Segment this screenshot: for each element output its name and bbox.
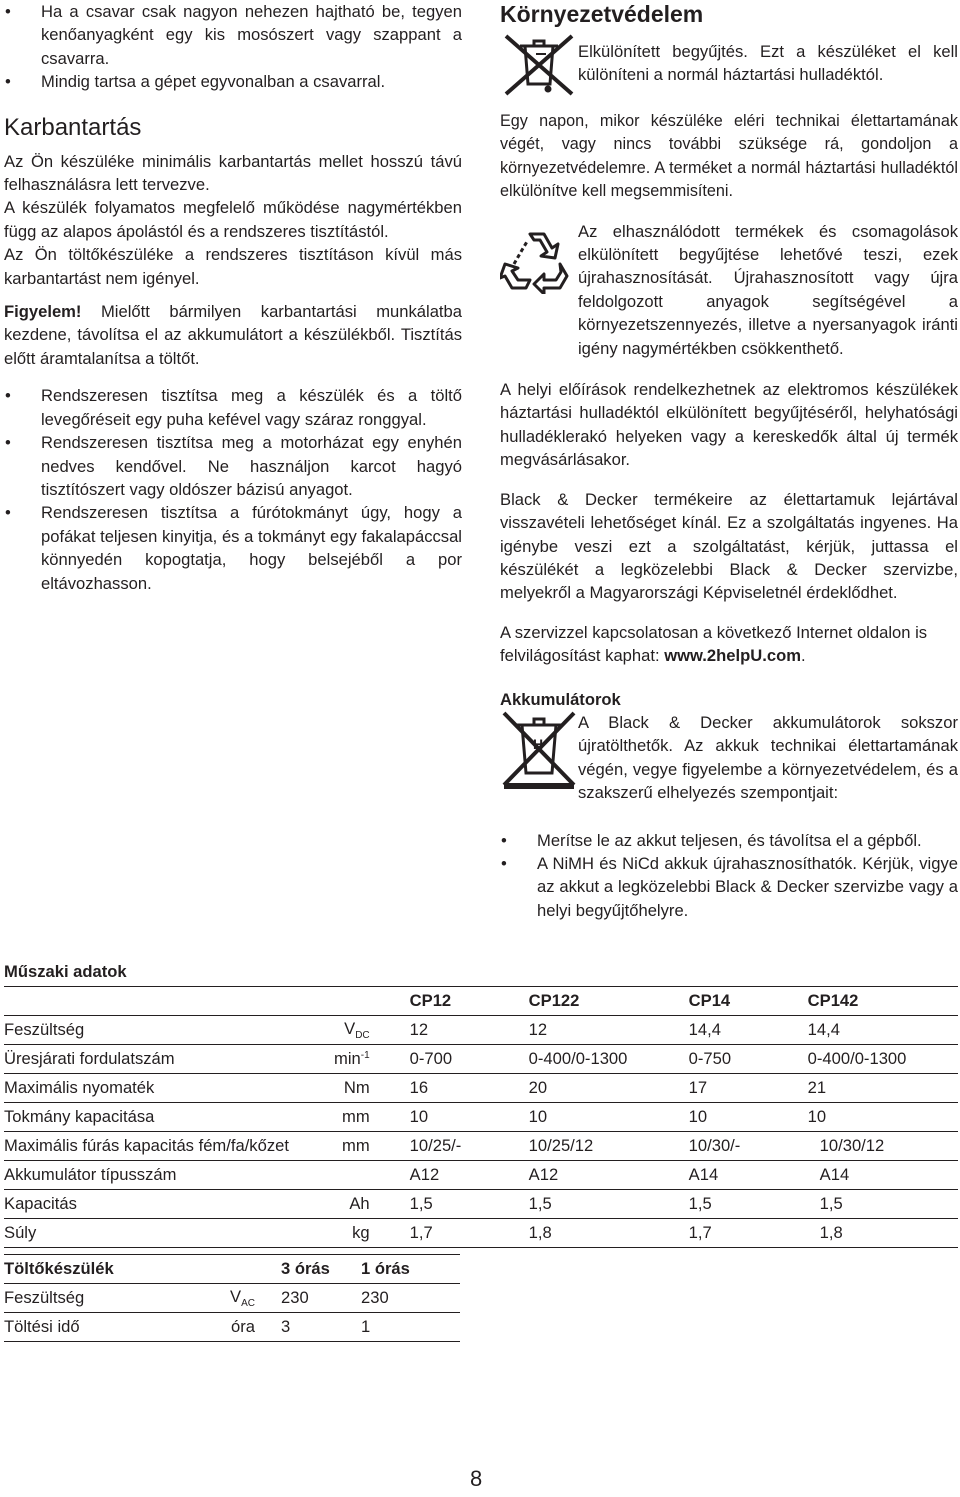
list-item: • Mindig tartsa a gépet egyvonalban a csavarral. [4, 70, 462, 93]
table-cell: 0-700 [410, 1045, 529, 1074]
row-unit [334, 1161, 410, 1190]
unit-subscript: AC [241, 1298, 255, 1309]
recycle-icon [500, 224, 576, 294]
table-cell: 21 [808, 1074, 958, 1103]
unit-text: Nm [343, 1078, 370, 1097]
table-cell: 14,4 [808, 1016, 958, 1045]
table-row [4, 1313, 460, 1342]
table-cell: 10 [689, 1103, 808, 1132]
table-row [4, 1219, 958, 1248]
unit-text: mm [342, 1107, 370, 1126]
row-unit [334, 1045, 410, 1074]
table-cell: 0-400/0-1300 [529, 1045, 689, 1074]
maintenance-bullet-list [4, 384, 462, 595]
table-cell: 1,5 [529, 1190, 689, 1219]
warning-label: Figyelem! [4, 302, 82, 322]
maintenance-heading: Karbantartás [4, 113, 142, 141]
table-cell: A12 [529, 1161, 689, 1190]
table-cell: 1 [361, 1313, 460, 1342]
row-unit [334, 1219, 410, 1248]
table-cell: 10/25/- [410, 1132, 529, 1161]
row-label: Akkumulátor típusszám [4, 1161, 334, 1190]
table-row [4, 1045, 958, 1074]
charger-table [4, 1254, 460, 1342]
row-unit [334, 1103, 410, 1132]
unit-text: kg [352, 1223, 370, 1242]
row-label: Kapacitás [4, 1190, 334, 1219]
table-row [4, 1161, 958, 1190]
row-label: Maximális nyomaték [4, 1074, 334, 1103]
env-paragraph-6 [500, 621, 958, 668]
table-cell: 230 [361, 1284, 460, 1313]
env-paragraph-6-text: A szervizzel kapcsolatosan a következő Internet oldalon is felvilágosítást kaphat: [500, 622, 928, 666]
table-cell: 1,7 [410, 1219, 529, 1248]
bin-letter: H [533, 735, 544, 752]
list-item: • Rendszeresen tisztítsa a fúrótokmányt úgy, hogy a pofákat teljesen kinyitja, és a tokmányt egy fakalapáccsal könnyedén kopogtatja, hogy belsejéből a por eltávozhasson. [4, 501, 462, 595]
table-cell: A14 [808, 1161, 958, 1190]
env-paragraph-5: Black & Decker termékeire az élettartamuk lejártával visszavételi lehetőséget kínál. Ez a szolgáltatás ingyenes. Ha igénybe veszi ezt a szolgáltatást, kérjük, juttassa el készülékét a legközelebbi Black & Decker szervizbe, melyekről a Magyarországi Képviseletnél érdeklődhet. [500, 489, 958, 603]
table-cell: 10/25/12 [529, 1132, 689, 1161]
table-row [4, 1074, 958, 1103]
table-row [4, 1190, 958, 1219]
table-row [4, 1132, 958, 1161]
env-paragraph-1: Elkülönített begyűjtés. Ezt a készüléket el kell különíteni a normál háztartási hulladéktól. [578, 42, 958, 85]
table-cell: 3 [281, 1313, 361, 1342]
page-number: 8 [470, 1466, 483, 1491]
unit-text: V [344, 1019, 356, 1038]
crossed-battery-bin-icon [500, 711, 578, 791]
row-label: Töltési idő [4, 1313, 230, 1342]
website-link[interactable]: www.2helpU.com [664, 646, 801, 666]
table-cell: 1,8 [808, 1219, 958, 1248]
table-cell: 20 [529, 1074, 689, 1103]
maintenance-paragraph-2: A készülék folyamatos megfelelő működése nagymértékben függ az alapos ápolástól és a rendszeres tisztítástól. [4, 198, 462, 241]
table-row [4, 1284, 460, 1313]
warning-text: Mielőtt bármilyen karbantartási munkálatba kezdene, távolítsa el az akkumulátort a készülékből. Tisztítás előtt áramtalanítsa a töltőt. [4, 302, 462, 368]
list-item: • Rendszeresen tisztítsa meg a készülék és a töltő levegőréseit egy puha kefével vagy száraz ronggyal. [4, 384, 462, 431]
table-cell: 1,5 [689, 1190, 808, 1219]
batteries-heading: Akkumulátorok [500, 689, 621, 709]
table-cell: 1,7 [689, 1219, 808, 1248]
charger-header-row [4, 1255, 460, 1284]
right-column [500, 0, 958, 922]
table-cell: 16 [410, 1074, 529, 1103]
column-header: 1 órás [361, 1255, 460, 1284]
unit-text: min [334, 1049, 361, 1068]
specs-header-row [4, 987, 958, 1016]
table-cell: 1,8 [529, 1219, 689, 1248]
table-cell: A12 [410, 1161, 529, 1190]
top-bullet-list [4, 0, 462, 94]
env-paragraph-6-end: . [800, 646, 806, 666]
column-header: CP12 [410, 987, 529, 1016]
maintenance-paragraph-3: Az Ön töltőkészüléke a rendszeres tisztításon kívül más karbantartást nem igényel. [4, 245, 462, 288]
table-cell: 10 [529, 1103, 689, 1132]
row-label: Tokmány kapacitása [4, 1103, 334, 1132]
row-unit [334, 1190, 410, 1219]
table-cell: 10 [410, 1103, 529, 1132]
env-paragraph-4: A helyi előírások rendelkezhetnek az elektromos készülékek háztartási hulladéktól elkülönített begyűjtéséről, helyhatósági hulladéklerakó helyeken vagy a kereskedők által új termék megvásárlásakor. [500, 380, 958, 470]
table-cell: 10/30/12 [808, 1132, 958, 1161]
unit-text: mm [342, 1136, 370, 1155]
table-cell: 0-750 [689, 1045, 808, 1074]
column-header: CP14 [689, 987, 808, 1016]
charger-title: Töltőkészülék [4, 1255, 230, 1284]
table-cell: 0-400/0-1300 [808, 1045, 958, 1074]
unit-text: Ah [349, 1194, 370, 1213]
specs-table [4, 986, 958, 1248]
list-item: • A NiMH és NiCd akkuk újrahasznosíthatók. Kérjük, vigye az akkut a legközelebbi Black & Decker szervizbe vagy a helyi begyűjtőhelyre. [500, 852, 958, 922]
table-row [4, 1016, 958, 1045]
env-paragraph-2: Egy napon, mikor készüléke eléri technikai élettartamának végét, vagy nincs további szüksége rá, gondoljon a környezetvédelemre. A terméket a normál háztartási hulladéktól elkülönítve kell megsemmisíteni. [500, 112, 958, 201]
table-cell: 10 [808, 1103, 958, 1132]
unit-text: óra [231, 1317, 255, 1336]
row-unit [230, 1313, 281, 1342]
unit-subscript: DC [355, 1030, 370, 1041]
table-cell: 17 [689, 1074, 808, 1103]
table-cell: A14 [689, 1161, 808, 1190]
list-item: • Rendszeresen tisztítsa meg a motorházat egy enyhén nedves kendővel. Ne használjon karcot hagyó tisztítószert vagy oldószer bázisú anyagot. [4, 431, 462, 501]
left-column [4, 0, 462, 595]
row-unit [334, 1016, 410, 1045]
table-cell: 12 [410, 1016, 529, 1045]
maintenance-warning [4, 300, 462, 370]
row-label: Súly [4, 1219, 334, 1248]
table-cell: 230 [281, 1284, 361, 1313]
row-label: Feszültség [4, 1016, 334, 1045]
table-cell: 1,5 [410, 1190, 529, 1219]
list-item: • Merítse le az akkut teljesen, és távolítsa el a gépből. [500, 829, 958, 852]
table-cell: 1,5 [808, 1190, 958, 1219]
environment-heading: Környezetvédelem [500, 1, 704, 27]
row-unit [334, 1074, 410, 1103]
row-label: Üresjárati fordulatszám [4, 1045, 334, 1074]
column-header: CP122 [529, 987, 689, 1016]
row-label: Feszültség [4, 1284, 230, 1313]
table-cell: 10/30/- [689, 1132, 808, 1161]
unit-superscript: -1 [360, 1050, 370, 1061]
table-cell: 14,4 [689, 1016, 808, 1045]
crossed-bin-icon [500, 32, 578, 98]
column-header: CP142 [808, 987, 958, 1016]
batteries-paragraph-1: A Black & Decker akkumulátorok sokszor újratölthetők. Az akkuk technikai élettartamának végén, vegye figyelembe a környezetvédelem, és a szakszerű elhelyezés szempontjait: [578, 712, 958, 803]
maintenance-paragraph-1: Az Ön készüléke minimális karbantartás mellet hosszú távú felhasználásra lett tervezve. [4, 151, 462, 195]
unit-text: V [230, 1287, 242, 1306]
row-unit [334, 1132, 410, 1161]
table-cell: 12 [529, 1016, 689, 1045]
batteries-bullet-list [500, 829, 958, 923]
table-row [4, 1103, 958, 1132]
env-paragraph-3: Az elhasználódott termékek és csomagolások elkülönített begyűjtése lehetővé teszi, ezek újrahasznosítását. Újrahasznosított vagy újra feldolgozott anyagok segítségével a környezetszennyezés, illetve a nyersanyagok iránti igény nagymértékben csökkenthető. [578, 221, 958, 358]
list-item: • Ha a csavar csak nagyon nehezen hajtható be, tegyen kenőanyagként egy kis mosószert vagy szappant a csavarra. [4, 0, 462, 70]
row-unit [230, 1284, 281, 1313]
row-label: Maximális fúrás kapacitás fém/fa/kőzet [4, 1132, 334, 1161]
specs-heading: Műszaki adatok [4, 962, 127, 981]
column-header: 3 órás [281, 1255, 361, 1284]
